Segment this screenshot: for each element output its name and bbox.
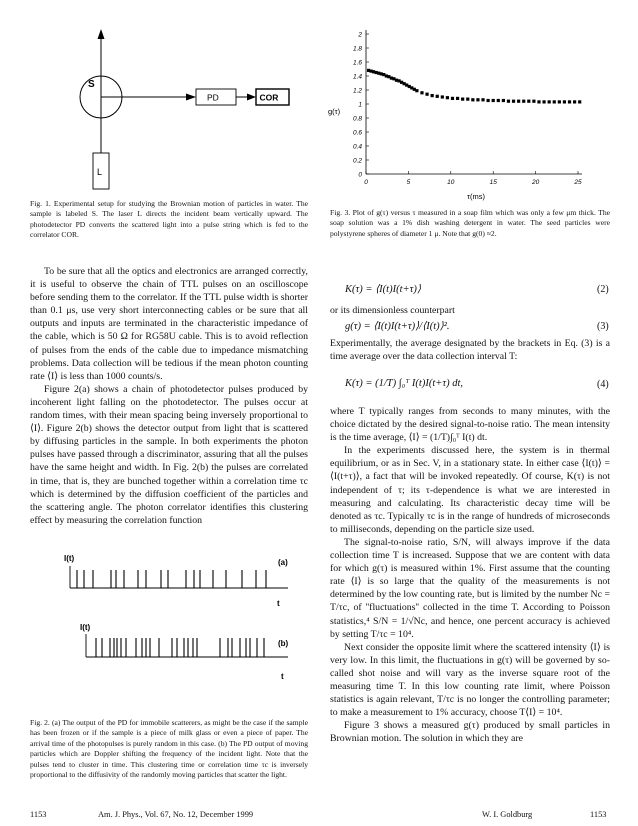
cor-label: COR [259, 92, 279, 103]
fig3-data-point [522, 100, 525, 103]
fig3-ytick-label: 0 [358, 171, 362, 179]
fig3-data-point [542, 100, 545, 103]
fig3-data-point [563, 100, 566, 103]
equation-2-number: (2) [597, 284, 609, 295]
fig3-ytick-label: 2 [358, 31, 362, 39]
fig3-ytick-label: 0.2 [352, 157, 362, 165]
scatter-arrow [186, 94, 196, 101]
fig3-data-point [420, 91, 423, 94]
fig3-ytick-label: 0.8 [352, 115, 362, 123]
fig3-data-point [415, 89, 418, 92]
fig3-xtick-label: 25 [574, 179, 582, 186]
fig3-data-point [548, 100, 551, 103]
fig3-data-point [568, 100, 571, 103]
fig3-ytick-label: 1.2 [352, 87, 362, 95]
fig3-data-point [456, 97, 459, 100]
fig3-data-point [532, 100, 535, 103]
right-body-text [330, 405, 610, 745]
fig3-data-point [502, 99, 505, 102]
fig3-data-point [487, 99, 490, 102]
paragraph: To be sure that all the optics and electronics are arranged correctly, it is useful to observe the chain of TTL pulses on an oscilloscope before sending them to the correlator. If the TTL pulse width is shorter than 0.1 μs, use very short interconnecting cables or be sure that all outputs and inputs are terminated in the characteristic impedance of the cable, which is 50 Ω for RG58U cable. This is to avoid reflection of pulses from the ends of the cable due to impedance mismatching problems. Data collection will be tedious if the mean photon counting rate ⟨I⟩ is less than 1000 counts/s. [30, 266, 308, 382]
fig3-data-point [492, 99, 495, 102]
fig3-ytick-label: 1 [358, 101, 362, 109]
fig2a-xlabel: t [277, 599, 280, 608]
fig3-ytick-label: 1.4 [352, 73, 362, 81]
footer-author: W. I. Goldburg [482, 810, 533, 819]
fig3-ytick-label: 0.4 [352, 143, 362, 151]
fig3-xtick-label: 5 [406, 179, 411, 186]
fig3-data-point [431, 94, 434, 97]
fig3-data-point [497, 99, 500, 102]
laser-label: L [97, 167, 103, 177]
fig3-xtick-label: 0 [364, 179, 368, 186]
equation-4-number: (4) [597, 379, 609, 390]
fig3-data-point [425, 93, 428, 96]
text-block: Experimentally, the average designated by the brackets in Eq. (3) is a time average over the data collection interval T: [330, 338, 610, 363]
paragraph: Figure 2(a) shows a chain of photodetector pulses produced by incoherent light falling on the photodetector. The pulses occur at random times, with their mean spacing being inversely proportional to ⟨I⟩. Figure 2(b) shows the detector output from light that is scattered by diffusing particles in the sample. In both experiments the photon pulses have passed through a discriminator, assuring that all the pulses have the same height and width. In Fig. 2(b) the pulses are correlated in time, that is, they are bunched together within a correlation time τc which is determined by the diffusion coefficient of the particles and the scattering angle. The photon correlator identifies this clustering effect by measuring the correlation function [30, 383, 308, 526]
fig3-ytick-label: 0.6 [352, 129, 362, 137]
equation-2: K(τ) = ⟨I(t)I(t+τ)⟩ [345, 284, 421, 295]
fig3-xtick-label: 10 [447, 179, 455, 186]
fig3-data-point [451, 97, 454, 100]
fig3-data-point [578, 100, 581, 103]
equation-4: K(τ) = (1/T) ∫₀ᵀ I(t)I(t+τ) dt, [345, 378, 463, 389]
fig3-data-point [527, 100, 530, 103]
fig2b-ylabel: I(t) [80, 623, 91, 632]
fig3-caption: Fig. 3. Plot of g(τ) versus τ measured in a soap film which was only a few μm thick. The soap solution was a 1% dish washing detergent in water. The seed particles were polystyrene spheres of diameter 1 μ. Note that g(0) ≈2. [330, 208, 610, 238]
fig2b-tag: (b) [278, 639, 289, 648]
paragraph: In the experiments discussed here, the system is in thermal equilibrium, or as in Sec. V, in a stationary state. In either case ⟨I(t)⟩ = ⟨I(t+τ)⟩, a fact that will be invoked repeatedly. Of course, K(τ) is not independent of τ; its τ-dependence is what we are interested in measuring and calculating. Its characteristic decay time will be denoted as τc. Typically τc is in the range of hundreds of microseconds to milliseconds, depending on the particle size used. [330, 445, 610, 535]
footer-page-right: 1153 [590, 810, 607, 819]
fig1-caption: Fig. 1. Experimental setup for studying the Brownian motion of particles in water. The sample is labeled S. The laser L directs the incident beam vertically upward. The photodetector PD converts the scattered light into a pulse string which is fed to the correlator COR. [30, 199, 308, 240]
fig3-data-point [573, 100, 576, 103]
fig3-data-point [517, 100, 520, 103]
footer-page-left: 1153 [30, 810, 47, 819]
fig3-data-point [476, 98, 479, 101]
fig3-data-point [471, 98, 474, 101]
sample-label: S [88, 79, 95, 90]
paragraph: where T typically ranges from seconds to many minutes, with the choice dictated by the desired signal-to-noise ratio. The mean intensity is the time average, ⟨I⟩ = (1/T)∫₀ᵀ I(t) dt. [330, 406, 610, 444]
paragraph: The signal-to-noise ratio, S/N, will always improve if the data collection time T is increased. Suppose that we are content with data for which g(τ) is measured within 1%. First assume that the counting rate ⟨I⟩ is so large that the quality of the measurements is not determined by the low counting rate, but is limited by the number Nc = T/τc, of ''fluctuations'' collected in the time T. According to Poisson statistics,⁴ S/N = 1/√Nc, and hence, one percent accuracy is achieved by setting T/τc = 10⁴. [330, 536, 610, 640]
beam-arrow-up [98, 29, 105, 39]
equation-3-number: (3) [597, 321, 609, 332]
fig3-data-point [441, 95, 444, 98]
fig3-chart [326, 22, 616, 202]
fig3-xtick-label: 15 [489, 179, 497, 186]
fig3-ytick-label: 1.8 [352, 45, 362, 53]
fig3-data-point [553, 100, 556, 103]
paragraph: Figure 3 shows a measured g(τ) produced by small particles in Brownian motion. The solution in which they are [330, 720, 610, 745]
fig3-xlabel: τ(ms) [467, 192, 485, 201]
pd-cor-arrow [247, 94, 256, 101]
fig3-data-point [558, 100, 561, 103]
fig3-xtick-label: 20 [531, 179, 540, 186]
fig1-diagram [60, 25, 300, 195]
fig2a-tag: (a) [278, 558, 288, 567]
paragraph: Next consider the opposite limit where the scattered intensity ⟨I⟩ is very low. In this limit, the fluctuations in g(τ) will be governed by so-called shot noise and will vary as the inverse square root of the measuring time T. In this low counting rate limit, where Poisson statistics is again relevant, T/τc is no longer the controlling parameter; to make a measurement to 1% accuracy, choose T⟨I⟩ = 10⁴. [330, 641, 610, 719]
fig3-ylabel: g(τ) [328, 107, 341, 116]
fig2b-xlabel: t [281, 672, 284, 681]
fig3-data-point [446, 96, 449, 99]
text-line: or its dimensionless counterpart [330, 305, 455, 316]
fig3-data-point [481, 98, 484, 101]
footer-journal: Am. J. Phys., Vol. 67, No. 12, December 1999 [98, 810, 254, 819]
fig3-data-point [537, 100, 540, 103]
fig2a-ylabel: I(t) [64, 554, 75, 563]
equation-3: g(τ) = ⟨I(t)I(t+τ)⟩/⟨I(t)⟩². [345, 321, 450, 332]
fig3-data-point [512, 100, 515, 103]
fig3-data-point [466, 98, 469, 101]
fig3-ytick-label: 1.6 [352, 59, 362, 67]
pd-label: PD [207, 92, 219, 103]
fig3-data-point [507, 100, 510, 103]
fig2-caption: Fig. 2. (a) The output of the PD for immobile scatterers, as might be the case if the sample has been frozen or if the sample is a piece of milk glass or even a piece of paper. The arrival time of the photopulses is purely random in this case. (b) The PD output of moving particles which are Doppler shifting the frequency of the incident light. Note that the pulses tend to cluster in time. This clustering time or correlation time τc is inversely proportional to the diffusivity of the randomly moving particles that scatter the light. [30, 718, 308, 780]
fig3-data-point [461, 98, 464, 101]
fig3-data-point [436, 95, 439, 98]
left-body-text [30, 265, 308, 527]
